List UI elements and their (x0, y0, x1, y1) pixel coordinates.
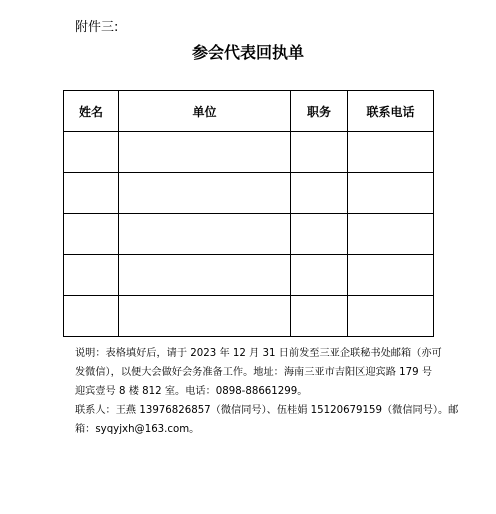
email-line: 箱：syqyjxh@163.com。 (75, 424, 200, 435)
phone-cell[interactable] (348, 296, 434, 337)
contact-line: 联系人：王燕 13976826857（微信同号）、伍桂娟 15120679159（微信同号）。邮 (75, 405, 459, 416)
phone-cell[interactable] (348, 255, 434, 296)
unit-cell[interactable] (119, 132, 291, 173)
header-name: 姓名 (64, 91, 119, 132)
unit-cell[interactable] (119, 173, 291, 214)
attachment-label: 附件三: (75, 20, 119, 35)
table-header-row (64, 91, 434, 132)
table-row (64, 132, 434, 173)
phone-cell[interactable] (348, 173, 434, 214)
name-cell[interactable] (64, 132, 119, 173)
name-cell[interactable] (64, 296, 119, 337)
phone-cell[interactable] (348, 214, 434, 255)
receipt-form-table (63, 90, 434, 337)
instructions-text (75, 344, 459, 439)
table-row (64, 296, 434, 337)
header-unit: 单位 (119, 91, 291, 132)
position-cell[interactable] (291, 296, 348, 337)
position-cell[interactable] (291, 214, 348, 255)
position-cell[interactable] (291, 132, 348, 173)
unit-cell[interactable] (119, 255, 291, 296)
table-row (64, 255, 434, 296)
name-cell[interactable] (64, 214, 119, 255)
position-cell[interactable] (291, 255, 348, 296)
instruction-line: 说明：表格填好后，请于 2023 年 12 月 31 日前发至三亚企联秘书处邮箱（亦可 (75, 348, 442, 359)
name-cell[interactable] (64, 173, 119, 214)
unit-cell[interactable] (119, 214, 291, 255)
table-row (64, 214, 434, 255)
phone-cell[interactable] (348, 132, 434, 173)
unit-cell[interactable] (119, 296, 291, 337)
position-cell[interactable] (291, 173, 348, 214)
header-phone: 联系电话 (348, 91, 434, 132)
header-position: 职务 (291, 91, 348, 132)
instruction-line: 迎宾壹号 8 楼 812 室。电话：0898-88661299。 (75, 386, 308, 397)
page-title: 参会代表回执单 (191, 43, 304, 62)
table-row (64, 173, 434, 214)
instruction-line: 发微信），以便大会做好会务准备工作。地址：海南三亚市吉阳区迎宾路 179 号 (75, 367, 433, 378)
name-cell[interactable] (64, 255, 119, 296)
